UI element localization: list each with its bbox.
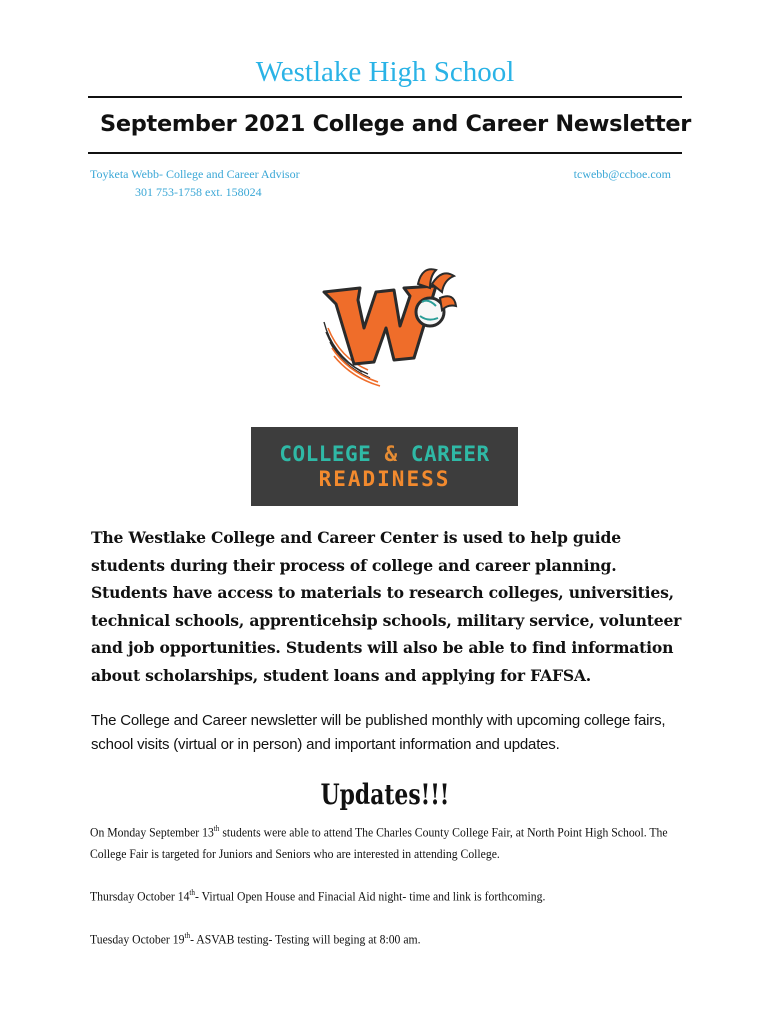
update-date: On Monday September 13 (90, 824, 214, 840)
update-date-suffix: th (184, 931, 191, 940)
update-date: Tuesday October 19 (90, 931, 185, 947)
banner-college: COLLEGE (279, 441, 372, 466)
banner-career: CAREER (410, 441, 490, 466)
update-date-suffix: th (189, 888, 196, 897)
updates-heading: Updates!!! (320, 778, 450, 811)
update-item-1 (90, 818, 675, 865)
advisor-phone: 301 753-1758 ext. 158024 (135, 185, 262, 199)
advisor-email: tcwebb@ccboe.com (573, 167, 671, 181)
advisor-name: Toyketa Webb- College and Career Advisor (90, 167, 300, 181)
update-date-suffix: th (213, 824, 220, 833)
banner-ampersand: & (384, 441, 398, 466)
top-divider (88, 96, 682, 98)
westlake-w-claw-logo (318, 262, 458, 392)
banner-readiness: READINESS (318, 466, 451, 491)
college-career-readiness-banner (251, 427, 518, 506)
newsletter-title: September 2021 College and Career Newsletter (100, 112, 692, 137)
update-text: students were able to attend The Charles County College Fair, at North Point High School. The College Fair is targeted for Juniors and Seniors who are interested in attending College. (90, 824, 668, 862)
banner-line-1 (279, 442, 489, 466)
update-text: - ASVAB testing- Testing will beging at 8:00 am. (190, 931, 421, 947)
update-date: Thursday October 14 (90, 888, 190, 904)
school-name: Westlake High School (255, 56, 515, 88)
publish-note: The College and Career newsletter will be published monthly with upcoming college fairs, school visits (virtual or in person) and important information and updates. (91, 712, 666, 753)
title-divider (88, 152, 682, 154)
w-letter (324, 286, 436, 364)
update-item-2 (90, 882, 675, 907)
intro-paragraph: The Westlake College and Career Center is used to help guide students during their process of college and career planning. Students have access to materials to research colleges, universities, technical schools, apprenticehsip schools, military service, volunteer and job opportunities. Students will also be able to find information about scholarships, student loans and applying for FAFSA. (91, 528, 682, 685)
update-item-3 (90, 925, 675, 950)
update-text: - Virtual Open House and Finacial Aid night- time and link is forthcoming. (195, 888, 546, 904)
